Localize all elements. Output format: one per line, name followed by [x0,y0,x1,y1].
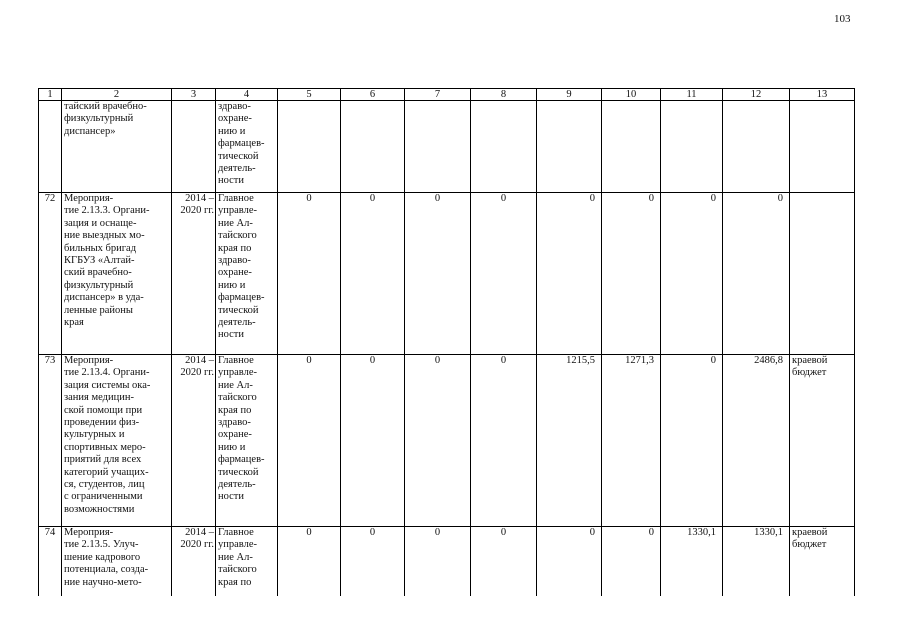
cell-line: ленные районы [64,304,133,316]
table-header-row [39,89,855,101]
cell-line: физкультурный [64,113,134,125]
cell-line: деятель- [218,479,256,491]
cell-line: фармацев- [218,292,265,304]
row-number-cell: 73 [39,355,62,527]
period-cell [172,527,216,596]
cell-line: охране- [218,113,252,125]
row-number-cell: 72 [39,193,62,355]
cell-line: КГБУЗ «Алтай- [64,255,135,267]
column-header: 10 [602,89,661,101]
cell-line: фармацев- [218,454,265,466]
budget-table [38,88,855,596]
cell-line: проведении физ- [64,417,140,429]
table-row [39,355,855,527]
executor-cell [216,193,278,355]
cell-line: зация и оснаще- [64,217,137,229]
cell-line: здраво- [218,255,251,267]
column-header: 13 [790,89,855,101]
value-cell: 0 [405,355,471,527]
cell-line: ние выездных мо- [64,230,145,242]
cell-line: возможностями [64,503,135,515]
value-cell [661,101,723,193]
cell-line: ние научно-мето- [64,576,142,588]
cell-line: тайского [218,230,257,242]
column-header: 2 [62,89,172,101]
executor-cell [216,355,278,527]
value-cell: 0 [341,355,405,527]
value-cell: 0 [661,193,723,355]
funding-source-cell [790,355,855,527]
column-header: 7 [405,89,471,101]
funding-source-cell [790,101,855,193]
cell-line: Главное [218,355,254,366]
executor-cell [216,101,278,193]
cell-line: ский врачебно- [64,267,132,279]
cell-line: здраво- [218,417,251,429]
value-cell: 1215,5 [537,355,602,527]
cell-line: бюджет [792,539,827,551]
cell-line: Главное [218,193,254,204]
value-cell [278,101,341,193]
cell-line: тической [218,150,259,162]
table-row [39,193,855,355]
cell-line: 2020 гг. [180,205,214,217]
period-cell [172,101,216,193]
cell-line: бюджет [792,367,827,379]
cell-line: края по [218,576,252,588]
cell-line: 2020 гг. [180,539,214,551]
value-cell: 0 [723,193,790,355]
value-cell: 0 [537,193,602,355]
cell-line: физкультурный [64,279,134,291]
cell-line: тайского [218,392,257,404]
cell-line: тие 2.13.4. Органи- [64,367,150,379]
cell-line: ние Ал- [218,217,253,229]
value-cell: 2486,8 [723,355,790,527]
column-header: 3 [172,89,216,101]
cell-line: управле- [218,539,257,551]
value-cell [537,101,602,193]
value-cell: 0 [471,355,537,527]
cell-line: ской помощи при [64,404,143,416]
cell-line: Главное [218,527,254,538]
cell-line: 2014 – [185,527,214,538]
value-cell: 0 [278,355,341,527]
cell-line: тайский врачебно- [64,101,147,112]
cell-line: ние Ал- [218,379,253,391]
cell-line: шение кадрового [64,551,141,563]
cell-line: управле- [218,205,257,217]
cell-line: Мероприя- [64,355,114,366]
table-row [39,527,855,596]
cell-line: края по [218,404,252,416]
cell-line: нию и [218,125,246,137]
column-header: 5 [278,89,341,101]
cell-line: спортивных меро- [64,441,146,453]
value-cell: 0 [405,527,471,596]
cell-line: потенциала, созда- [64,564,149,576]
cell-line: нию и [218,441,246,453]
cell-line: тайского [218,564,257,576]
cell-line: ние Ал- [218,551,253,563]
value-cell [723,101,790,193]
measure-name-cell [62,193,172,355]
row-number-cell [39,101,62,193]
column-header: 12 [723,89,790,101]
value-cell: 0 [341,527,405,596]
cell-line: Мероприя- [64,527,114,538]
cell-line: культурных и [64,429,125,441]
cell-line: тической [218,304,259,316]
value-cell [405,101,471,193]
table-body [39,101,855,596]
cell-line: тической [218,466,259,478]
measure-name-cell [62,355,172,527]
cell-line: деятель- [218,163,256,175]
cell-line: 2014 – [185,193,214,204]
value-cell: 1271,3 [602,355,661,527]
cell-line: краевой [792,355,828,366]
value-cell: 0 [341,193,405,355]
cell-line: зация системы ока- [64,379,151,391]
cell-line: бильных бригад [64,242,137,254]
table-row [39,101,855,193]
value-cell: 1330,1 [661,527,723,596]
cell-line: тие 2.13.3. Органи- [64,205,150,217]
column-header: 6 [341,89,405,101]
value-cell [602,101,661,193]
cell-line: приятий для всех [64,454,142,466]
measure-name-cell [62,101,172,193]
cell-line: с ограниченными [64,491,143,503]
funding-source-cell [790,193,855,355]
cell-line: управле- [218,367,257,379]
cell-line: краевой [792,527,828,538]
cell-line: ся, студентов, лиц [64,479,145,491]
value-cell: 0 [471,527,537,596]
cell-line: диспансер» в уда- [64,292,144,304]
cell-line: зания медицин- [64,392,134,404]
value-cell: 0 [471,193,537,355]
cell-line: охране- [218,267,252,279]
funding-source-cell [790,527,855,596]
cell-line: ности [218,329,244,341]
value-cell: 0 [602,527,661,596]
cell-line: нию и [218,279,246,291]
executor-cell [216,527,278,596]
cell-line: здраво- [218,101,251,112]
value-cell: 0 [602,193,661,355]
value-cell [341,101,405,193]
value-cell: 0 [661,355,723,527]
value-cell: 0 [405,193,471,355]
value-cell: 1330,1 [723,527,790,596]
cell-line: ности [218,175,244,187]
value-cell: 0 [537,527,602,596]
page-number: 103 [834,13,851,25]
cell-line: категорий учащих- [64,466,149,478]
period-cell [172,193,216,355]
cell-line: тие 2.13.5. Улуч- [64,539,139,551]
column-header: 9 [537,89,602,101]
value-cell: 0 [278,193,341,355]
cell-line: 2020 гг. [180,367,214,379]
column-header: 8 [471,89,537,101]
column-header: 11 [661,89,723,101]
cell-line: фармацев- [218,138,265,150]
column-header: 4 [216,89,278,101]
cell-line: диспансер» [64,125,116,137]
cell-line: края по [218,242,252,254]
cell-line: Мероприя- [64,193,114,204]
measure-name-cell [62,527,172,596]
cell-line: деятель- [218,317,256,329]
cell-line: ности [218,491,244,503]
cell-line: охране- [218,429,252,441]
column-header: 1 [39,89,62,101]
cell-line: 2014 – [185,355,214,366]
cell-line: края [64,317,84,329]
row-number-cell: 74 [39,527,62,596]
period-cell [172,355,216,527]
value-cell: 0 [278,527,341,596]
value-cell [471,101,537,193]
